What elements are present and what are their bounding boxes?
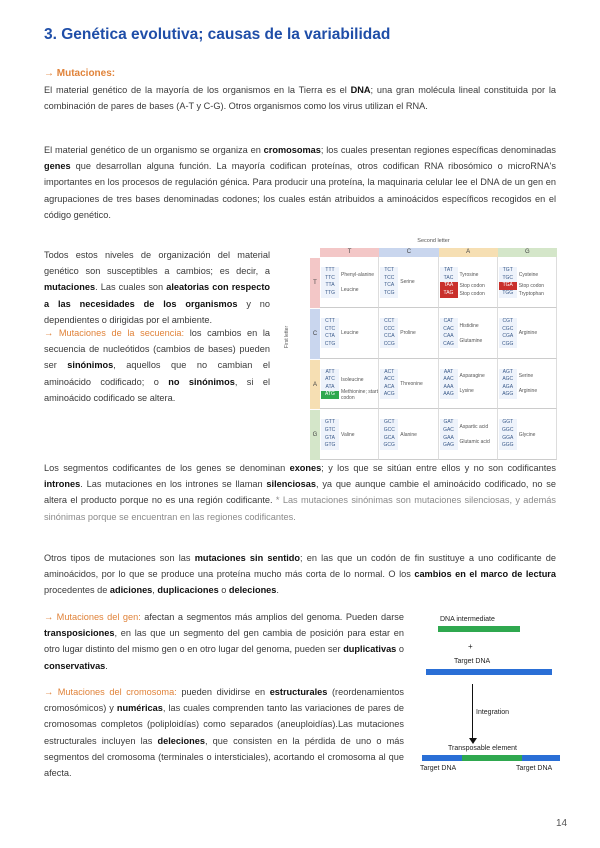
- p8-segment: estructurales: [269, 687, 328, 697]
- p8-segment: → Mutaciones del cromosoma:: [44, 687, 177, 697]
- p7-segment: afectan a segmentos más amplios del genoma. Pueden darse: [140, 612, 404, 622]
- p2-segment: que desarrollan alguna función. La mayoría codifican proteínas, otros codifican RNA ribosómico o microRNA's importantes en los procesos de regulación génica. Para producir una proteína, la maquinaria celular lee el DNA de un gen en agrupaciones de tres bases denominadas codones; los cuales están atribuidos a aminoácidos específicos recogidos en el código genético.: [44, 161, 556, 220]
- amino-acid: Glycine: [518, 431, 536, 438]
- amino-acid: Phenyl-alanine: [341, 271, 375, 278]
- p5-segment: exones: [289, 463, 322, 473]
- p3-segment: y no dependientes o dirigidas por el ambiente.: [44, 298, 271, 325]
- amino-acid: Glutamic acid: [459, 439, 490, 446]
- p6-segment: adiciones: [109, 585, 153, 596]
- second-letter-A: A: [439, 248, 498, 257]
- p3-segment: mutaciones: [44, 282, 96, 293]
- p2-segment: cromosomas: [263, 145, 321, 155]
- amino-acid: Leucine: [341, 286, 359, 293]
- paragraph-nonsense: [44, 550, 556, 599]
- codon-group: AAA AAG: [440, 384, 458, 399]
- codon-group: TCT TCC TCA TCG: [380, 267, 398, 297]
- arrow-icon: →: [44, 68, 54, 79]
- p7-segment: .: [105, 660, 108, 671]
- amino-acid: Stop codon: [459, 283, 485, 290]
- page-title: 3. Genética evolutiva; causas de la variabilidad: [44, 26, 391, 43]
- p6-segment: duplicaciones: [157, 585, 219, 596]
- amino-acid: Tyrosine: [459, 271, 479, 278]
- first-letter-T: T: [310, 257, 320, 308]
- transposition-diagram: [416, 612, 566, 782]
- amino-acid: Isoleucine: [341, 377, 364, 384]
- plus-sign: +: [468, 642, 473, 651]
- p8-segment: numéricas: [116, 703, 163, 714]
- p2-segment: ; los cuales presentan regiones específicas denominadas: [320, 145, 556, 155]
- amino-acid: Tryptophan: [518, 290, 544, 297]
- codon-table: [286, 238, 557, 460]
- paragraph-gene-mutations: [44, 609, 404, 674]
- p4-segment: no sinónimos: [168, 376, 235, 387]
- codon-group: AAT AAC: [440, 369, 458, 384]
- amino-acid: Arginine: [518, 388, 538, 395]
- p7-segment: conservativas: [44, 660, 106, 671]
- p2-segment: genes: [44, 161, 71, 172]
- codon-group: TTT TTC: [321, 267, 339, 282]
- amino-acid: Asparagine: [459, 373, 485, 380]
- p5-segment: ; y los que se sitúan entre ellos y no son codificantes: [321, 463, 556, 473]
- paragraph-chromosome-mutations: [44, 684, 404, 781]
- p3-segment: . Las cuales son: [95, 282, 167, 293]
- integrated-bar-left: [422, 755, 462, 761]
- p7-segment: duplicativas: [343, 644, 397, 655]
- integration-arrow: [472, 684, 473, 740]
- codon-group: GAA GAG: [440, 435, 458, 450]
- codon-group: CAT CAC: [440, 318, 458, 333]
- amino-acid: Cysteine: [518, 271, 539, 278]
- p6-segment: o: [218, 585, 229, 596]
- p8-segment: , que consisten en la pérdida de uno o más segmentos del cromosoma (terminales o intersticiales), acortando el cromosoma al que afecta.: [44, 735, 404, 779]
- amino-acid: Glutamine: [459, 337, 483, 344]
- p8-segment: pueden dividirse en: [176, 687, 270, 697]
- amino-acid: Leucine: [341, 330, 359, 337]
- codon-group: CTT CTC CTA CTG: [321, 318, 339, 348]
- p6-segment: Otros tipos de mutaciones son las: [44, 553, 195, 563]
- amino-acid: Histidine: [459, 322, 479, 329]
- integrated-bar-middle: [462, 755, 522, 761]
- target-dna-bar: [426, 669, 552, 675]
- p1-segment: ; una gran molécula lineal constituida por la combinación de pares de bases (A-T y C-G). Otros organismos como los virus utilizan el RNA.: [44, 85, 556, 112]
- codon-group: TAG: [440, 290, 458, 298]
- amino-acid: Valine: [341, 431, 355, 438]
- page-number: 14: [556, 818, 568, 829]
- p4-segment: sinónimos: [67, 360, 114, 371]
- codon-group: AGT AGC: [499, 369, 517, 384]
- codon-group: TGA: [499, 282, 517, 290]
- first-letter-C: C: [310, 308, 320, 359]
- amino-acid: Arginine: [518, 330, 538, 337]
- paragraph-dna: [44, 82, 556, 114]
- codon-group: TAT TAC: [440, 267, 458, 282]
- amino-acid: Serine: [518, 373, 534, 380]
- codon-group: CGT CGC CGA CGG: [499, 318, 517, 348]
- mutations-heading-text: Mutaciones:: [56, 68, 116, 79]
- p6-segment: deleciones: [228, 585, 277, 596]
- codon-group: GTT GTC GTA GTG: [321, 419, 339, 449]
- second-letter-label: Second letter: [417, 238, 450, 244]
- p7-segment: → Mutaciones del gen:: [44, 612, 141, 622]
- paragraph-exons: [44, 460, 556, 525]
- codon-group: TGT TGC: [499, 267, 517, 282]
- p4-segment: , si el aminoácido codificado se altera.: [44, 376, 270, 403]
- codon-group: TTA TTG: [321, 282, 339, 297]
- mutations-heading: [44, 68, 115, 79]
- p5-segment: intrones: [44, 479, 81, 490]
- target-dna-label: Target DNA: [454, 658, 491, 665]
- codon-group: GCT GCC GCA GCG: [380, 419, 398, 449]
- p5-segment: * Las mutaciones sinónimas son mutaciones silenciosas, y además sinónimas porque se encuentran en las regiones codificantes.: [44, 495, 556, 522]
- p5-segment: . Las mutaciones en los intrones se llaman: [80, 479, 267, 490]
- target-dna-left-label: Target DNA: [420, 765, 457, 772]
- target-dna-right-label: Target DNA: [516, 765, 553, 772]
- second-letter-G: G: [498, 248, 557, 257]
- amino-acid: Proline: [400, 330, 416, 337]
- codon-group: CAA CAG: [440, 333, 458, 348]
- p1-segment: El material genético de la mayoría de los organismos en la Tierra es el: [44, 85, 351, 95]
- dna-intermediate-label: DNA intermediate: [440, 616, 495, 623]
- amino-acid: Stop codon: [518, 283, 545, 290]
- p6-segment: cambios en el marco de lectura: [414, 569, 556, 580]
- p6-segment: .: [276, 585, 279, 596]
- p6-segment: procedentes de: [44, 585, 110, 596]
- paragraph-levels: [44, 247, 270, 328]
- codon-group: ACT ACC ACA ACG: [380, 369, 398, 399]
- amino-acid: Lysine: [459, 388, 474, 395]
- transposable-element-label: Transposable element: [448, 745, 518, 752]
- codon-group: GAT GAC: [440, 419, 458, 434]
- p4-segment: los cambios en la secuencia de nucleótidos (cambios de bases) pueden ser: [44, 328, 270, 371]
- integration-arrow-head: [469, 738, 477, 744]
- dna-intermediate-bar: [438, 626, 520, 632]
- p4-segment: , aquellos que no cambian el aminoácido codificado; o: [44, 360, 270, 387]
- p4-segment: → Mutaciones de la secuencia:: [44, 328, 185, 338]
- p6-segment: ; en las que un codón de fin sustituye a uno codificante de aminoácidos, por lo que se produce una proteína mucho más corta de lo normal. O los: [44, 553, 556, 580]
- paragraph-chromosomes: [44, 142, 556, 223]
- p3-segment: Todos estos niveles de organización del material genético son susceptibles a cambios; es decir, a: [44, 250, 270, 277]
- amino-acid: Alanine: [400, 431, 417, 438]
- codon-group: TAA: [440, 282, 458, 290]
- integration-label: Integration: [476, 709, 510, 716]
- amino-acid: Aspartic acid: [459, 424, 489, 431]
- p6-segment: ,: [152, 585, 158, 596]
- p8-segment: deleciones: [157, 735, 205, 746]
- amino-acid: Stop codon: [459, 290, 485, 297]
- first-letter-G: G: [310, 409, 320, 460]
- p5-segment: Los segmentos codificantes de los genes se denominan: [44, 463, 290, 473]
- codon-group: CCT CCC CCA CCG: [380, 318, 398, 348]
- codon-group: TGG: [499, 290, 517, 298]
- p1-segment: DNA: [350, 85, 371, 95]
- p8-segment: (reordenamientos cromosómicos) y: [44, 687, 405, 714]
- amino-acid: Threonine: [400, 380, 423, 387]
- first-letter-label: First letter: [284, 325, 291, 349]
- p2-segment: El material genético de un organismo se organiza en: [44, 145, 264, 155]
- p7-segment: , en las que un segmento del gen cambia de posición para estar en otro lugar distinto del mismo gen o en otro lugar del genoma, pueden ser: [44, 628, 404, 655]
- codon-group: ATG: [321, 391, 339, 399]
- first-letter-A: A: [310, 359, 320, 410]
- second-letter-T: T: [320, 248, 379, 257]
- p6-segment: mutaciones sin sentido: [194, 553, 301, 563]
- p8-segment: , las cuales comprenden tanto las variaciones de pares de cromosomas completos (poliploidías) como separados (aneuploidías).Las mutaciones estructurales incluyen las: [44, 703, 404, 746]
- codon-group: GGT GGC GGA GGG: [499, 419, 517, 449]
- p5-segment: , ya que aunque cambie el aminoácido codificado, no se altera el producto porque no es una región codificante.: [44, 479, 557, 506]
- second-letter-C: C: [379, 248, 438, 257]
- p5-segment: silenciosas: [266, 479, 316, 490]
- p7-segment: o: [396, 644, 404, 655]
- integrated-bar-right: [522, 755, 560, 761]
- paragraph-sequence-mutations: [44, 325, 270, 406]
- amino-acid: Serine: [400, 279, 415, 286]
- p3-segment: aleatorias con respecto a las necesidades de los organismos: [44, 282, 271, 309]
- codon-group: ATT ATC ATA: [321, 369, 339, 392]
- codon-group: AGA AGG: [499, 384, 517, 399]
- p7-segment: transposiciones: [44, 628, 115, 639]
- amino-acid: Methionine; start codon: [341, 389, 378, 402]
